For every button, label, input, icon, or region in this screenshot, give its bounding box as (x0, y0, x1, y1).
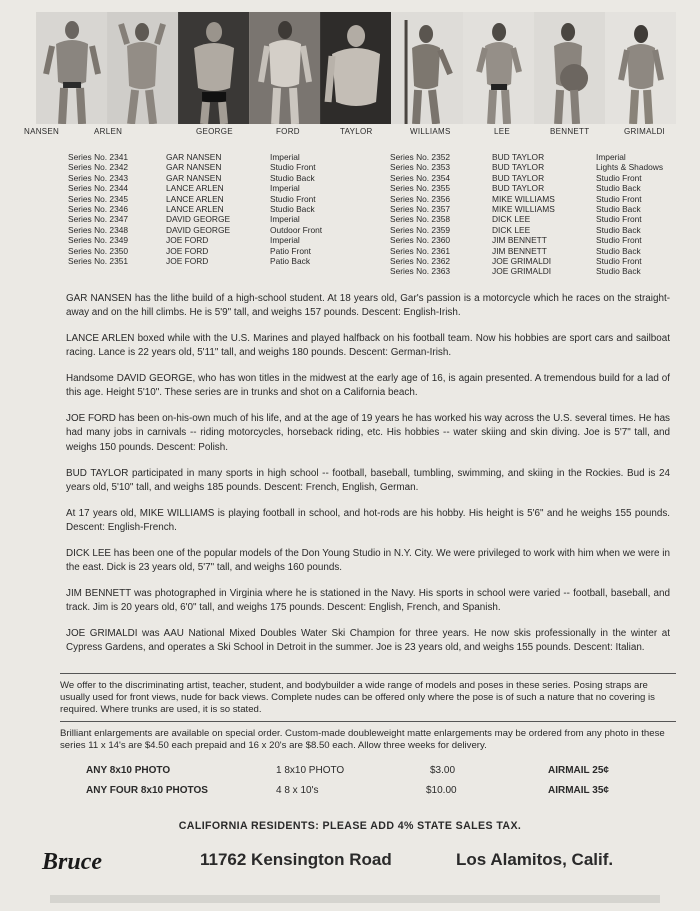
series-row (390, 162, 696, 172)
figure-image (107, 12, 178, 124)
bio-williams: At 17 years old, MIKE WILLIAMS is playing football in school, and hot-rods are his hobby. His height is 5'6" and he weighs 155 pounds. Descent: English-French. (66, 507, 670, 533)
series-number: Series No. 2358 (390, 214, 451, 225)
series-pose: Imperial (270, 235, 300, 246)
series-model: DICK LEE (492, 214, 531, 225)
price-airmail: AIRMAIL 35¢ (548, 785, 609, 796)
series-pose: Imperial (270, 152, 300, 162)
bio-bennett: JIM BENNETT was photographed in Virginia where he is stationed in the Navy. His sports in school were varied -- football, baseball, and track. Jim is 20 years old, 6'0" tall, and weighs 175 pounds. Descent: English, French, and Spanish. (66, 587, 670, 614)
series-pose: Studio Front (596, 255, 642, 266)
series-model: JIM BENNETT (492, 245, 547, 256)
series-number: Series No. 2344 (68, 183, 129, 194)
figure-image (320, 12, 391, 124)
series-pose: Imperial (596, 152, 626, 162)
series-number: Series No. 2361 (390, 245, 451, 256)
series-model: LANCE ARLEN (166, 183, 224, 194)
series-row (390, 214, 696, 224)
series-row (68, 173, 380, 183)
figure-image (534, 12, 605, 124)
model-name: TAYLOR (340, 127, 373, 136)
model-name: GEORGE (196, 127, 233, 136)
model-photo-strip (36, 12, 676, 124)
series-row (390, 183, 696, 193)
series-pose: Studio Front (596, 235, 642, 246)
series-pose: Studio Back (270, 203, 315, 214)
series-row (390, 235, 696, 245)
series-row (390, 256, 696, 266)
series-number: Series No. 2357 (390, 203, 451, 214)
figure-image (249, 12, 320, 124)
photo-taylor (320, 12, 391, 124)
series-row (68, 194, 380, 204)
series-row (68, 225, 380, 235)
photo-arlen (107, 12, 178, 124)
photo-lee (463, 12, 534, 124)
enlargements-paragraph: Brilliant enlargements are available on special order. Custom-made doubleweight matte enlargements may be ordered from any photo in these series 11 x 14's are $4.50 each prepaid and 16 x 20's are $8.50 each. Allow three weeks for delivery. (60, 728, 665, 752)
series-table-left (68, 152, 380, 266)
series-pose: Lights & Shadows (596, 162, 664, 173)
series-model: JOE FORD (166, 235, 209, 246)
price-qty: 1 8x10 PHOTO (276, 765, 345, 776)
bio-grimaldi: JOE GRIMALDI was AAU National Mixed Doubles Water Ski Champion for three years. He now skis professionally in the winter at Cypress Gardens, and operates a Ski School in Detroit in the summer. Joe is 23 years old, and weighs 155 pounds. Descent: Italian. (66, 627, 670, 654)
series-number: Series No. 2359 (390, 224, 451, 235)
sales-tax-note: CALIFORNIA RESIDENTS: PLEASE ADD 4% STATE SALES TAX. (178, 820, 522, 832)
series-pose: Studio Back (596, 183, 641, 194)
series-pose: Imperial (270, 214, 300, 225)
series-number: Series No. 2360 (390, 235, 451, 246)
series-pose: Patio Back (270, 255, 311, 266)
series-pose: Outdoor Front (270, 224, 323, 235)
series-row (68, 152, 380, 162)
series-model: JIM BENNETT (492, 235, 547, 246)
series-number: Series No. 2349 (68, 235, 129, 246)
bio-arlen: LANCE ARLEN boxed while with the U.S. Marines and played halfback on his football team. Now his hobbies are sport cars and sailboat racing. Lance is 22 years old, 5'11" tall, and weighs 180 pounds. Descent: German-Irish. (66, 333, 670, 359)
series-row (390, 204, 696, 214)
series-row (68, 204, 380, 214)
series-row (68, 256, 380, 266)
price-amount: $3.00 (430, 765, 456, 776)
series-model: DAVID GEORGE (166, 214, 231, 225)
series-model: BUD TAYLOR (492, 183, 545, 194)
offer-paragraph: We offer to the discriminating artist, teacher, student, and bodybuilder a wide range of models and poses in these series. Posing straps are usually used for front views, nude for back views. Complete nudes can be offered only where the pose is of such a nature that no covering is required. Where trunks are used, it is so stated. (60, 673, 676, 722)
model-name: ARLEN (94, 127, 123, 136)
series-model: MIKE WILLIAMS (492, 203, 555, 214)
price-row (86, 765, 676, 785)
bruce-logo (38, 846, 128, 876)
price-list (86, 765, 676, 805)
bio-george: Handsome DAVID GEORGE, who has won titles in the midwest at the early age of 16, is again presented. A tremendous build for a lad of this age. Height 5'10". These series are in trunks and shot on a California beach. (66, 373, 670, 399)
model-name: WILLIAMS (410, 127, 451, 136)
figure-image (463, 12, 534, 124)
series-model: DICK LEE (492, 224, 531, 235)
series-number: Series No. 2356 (390, 193, 451, 204)
photo-nansen (36, 12, 107, 124)
series-pose: Studio Back (596, 203, 641, 214)
series-model: JOE GRIMALDI (492, 255, 552, 266)
price-amount: $10.00 (426, 785, 457, 796)
figure-image (178, 12, 249, 124)
series-number: Series No. 2353 (390, 162, 451, 173)
figure-image (392, 12, 463, 124)
series-row (68, 235, 380, 245)
series-model: BUD TAYLOR (492, 172, 545, 183)
series-number: Series No. 2351 (68, 255, 129, 266)
series-number: Series No. 2346 (68, 203, 129, 214)
series-number: Series No. 2354 (390, 172, 451, 183)
bio-lee: DICK LEE has been one of the popular models of the Don Young Studio in N.Y. City. We were privileged to work with him when we were in the east. Dick is 23 years old, 5'7" tall, and weighs 160 pounds. (66, 547, 670, 573)
bio-ford: JOE FORD has been on-his-own much of his life, and at the age of 19 years he has worked his way across the U.S. several times. He has had many jobs in carnivals -- riding motorcycles, horseback riding, etc. His hobbies -- water skiing and skin diving. Joe is 5'7" tall, and weighs 150 pounds. Descent: Polish. (66, 413, 670, 453)
photo-williams (392, 12, 463, 124)
series-pose: Studio Back (596, 245, 641, 256)
model-name: GRIMALDI (624, 127, 666, 136)
bio-taylor: BUD TAYLOR participated in many sports in high school -- football, baseball, tumbling, swimming, and skiing in the Rockies. Bud is 24 years old, 5'10" tall, and weighs 185 pounds. Descent: French, English, German. (66, 467, 670, 493)
address-city: Los Alamitos, Calif. (456, 850, 614, 869)
figure-image (605, 12, 676, 124)
series-pose: Studio Front (596, 172, 642, 183)
model-name-row (20, 127, 690, 139)
series-model: GAR NANSEN (166, 152, 222, 162)
series-row (68, 214, 380, 224)
model-name: BENNETT (550, 127, 590, 136)
series-pose: Studio Back (270, 172, 315, 183)
series-model: DAVID GEORGE (166, 224, 231, 235)
model-name: NANSEN (24, 127, 60, 136)
model-name: LEE (494, 127, 511, 136)
series-model: LANCE ARLEN (166, 203, 224, 214)
series-number: Series No. 2341 (68, 152, 129, 162)
series-pose: Imperial (270, 183, 300, 194)
series-table-right (390, 152, 696, 277)
series-number: Series No. 2348 (68, 224, 129, 235)
series-row (390, 173, 696, 183)
price-item: ANY 8x10 PHOTO (86, 765, 171, 776)
series-number: Series No. 2345 (68, 193, 129, 204)
logo-text: Bruce (42, 849, 102, 875)
series-model: BUD TAYLOR (492, 152, 545, 162)
series-model: LANCE ARLEN (166, 193, 224, 204)
series-row (390, 266, 696, 276)
series-pose: Studio Front (596, 214, 642, 225)
series-row (390, 246, 696, 256)
reverse-bleed-through (50, 892, 660, 904)
photo-bennett (534, 12, 605, 124)
series-pose: Studio Front (596, 193, 642, 204)
series-number: Series No. 2352 (390, 152, 451, 162)
series-model: GAR NANSEN (166, 162, 222, 173)
series-row (390, 152, 696, 162)
price-airmail: AIRMAIL 25¢ (548, 765, 609, 776)
series-number: Series No. 2347 (68, 214, 129, 225)
series-model: GAR NANSEN (166, 172, 222, 183)
price-qty: 4 8 x 10's (276, 785, 319, 796)
photo-grimaldi (605, 12, 676, 124)
series-pose: Studio Front (270, 162, 316, 173)
address-street: 11762 Kensington Road (200, 850, 392, 869)
model-biographies (66, 292, 670, 667)
series-model: JOE GRIMALDI (492, 266, 552, 277)
series-row (390, 225, 696, 235)
price-row (86, 785, 676, 805)
series-number: Series No. 2355 (390, 183, 451, 194)
series-number: Series No. 2343 (68, 172, 129, 183)
series-pose: Studio Front (270, 193, 316, 204)
series-pose: Studio Back (596, 266, 641, 277)
photo-ford (249, 12, 320, 124)
series-model: BUD TAYLOR (492, 162, 545, 173)
series-pose: Patio Front (270, 245, 311, 256)
series-model: MIKE WILLIAMS (492, 193, 555, 204)
price-item: ANY FOUR 8x10 PHOTOS (86, 785, 208, 796)
series-number: Series No. 2363 (390, 266, 451, 277)
series-row (68, 162, 380, 172)
model-name: FORD (276, 127, 300, 136)
series-number: Series No. 2350 (68, 245, 129, 256)
bio-nansen: GAR NANSEN has the lithe build of a high-school student. At 18 years old, Gar's passion is a motorcycle which he races on the straight-away and on the hill climbs. He is 5'9" tall, and weighs 157 pounds. Descent: English-Irish. (66, 293, 670, 319)
series-row (68, 246, 380, 256)
series-number: Series No. 2362 (390, 255, 451, 266)
figure-image (36, 12, 107, 124)
series-model: JOE FORD (166, 255, 209, 266)
series-row (390, 194, 696, 204)
mailing-address (38, 846, 678, 876)
series-pose: Studio Back (596, 224, 641, 235)
series-row (68, 183, 380, 193)
series-number: Series No. 2342 (68, 162, 129, 173)
photo-george (178, 12, 249, 124)
series-model: JOE FORD (166, 245, 209, 256)
